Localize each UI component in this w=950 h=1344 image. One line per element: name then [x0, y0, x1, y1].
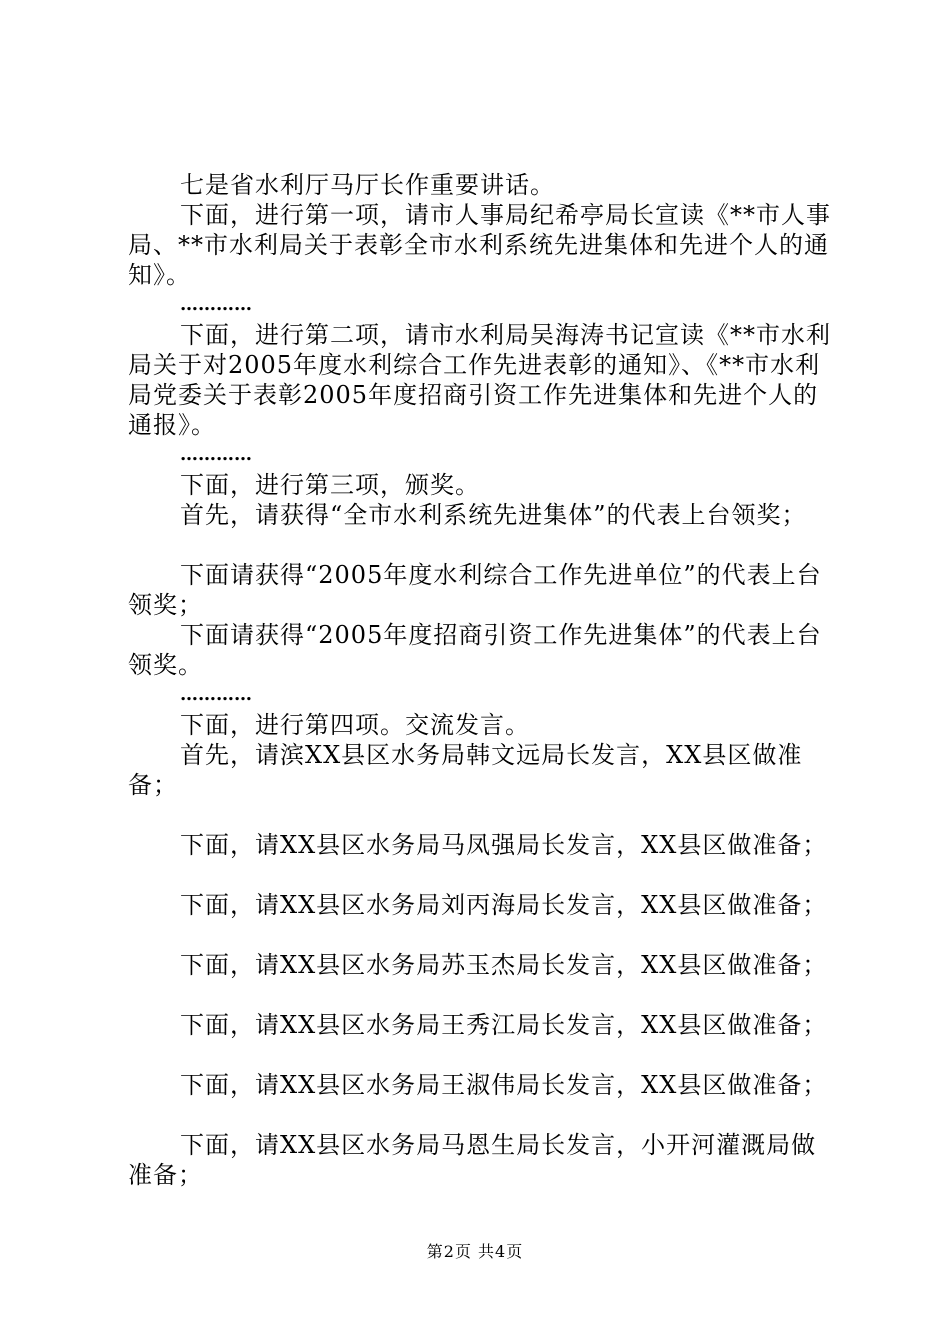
paragraph: 下面，进行第三项，颁奖。 [180, 471, 480, 499]
paragraph: 下面，进行第一项，请市人事局纪希亭局长宣读《**市人事局、**市水利局关于表彰全市水利系统先进集体和先进个人的通知》。 [128, 201, 831, 289]
paragraph: 下面，请XX县区水务局刘丙海局长发言，XX县区做准备； [180, 891, 828, 919]
paragraph: 下面请获得“2005年度招商引资工作先进集体”的代表上台领奖。 [128, 621, 822, 679]
ellipsis-separator: ………… [180, 294, 252, 315]
spacer [128, 980, 840, 1010]
paragraph: 首先，请滨XX县区水务局韩文远局长发言，XX县区做准备； [128, 741, 803, 799]
ellipsis-separator: ………… [180, 444, 252, 465]
spacer [128, 800, 840, 830]
page-number-footer: 第2页 共4页 [426, 1242, 524, 1261]
paragraph: 下面请获得“2005年度水利综合工作先进单位”的代表上台领奖； [128, 561, 822, 619]
paragraph: 下面，请XX县区水务局王淑伟局长发言，XX县区做准备； [180, 1071, 828, 1099]
ellipsis-separator: ………… [180, 684, 252, 705]
spacer [128, 860, 840, 890]
paragraph: 首先，请获得“全市水利系统先进集体”的代表上台领奖； [180, 501, 807, 529]
spacer [128, 530, 840, 560]
paragraph: 下面，请XX县区水务局苏玉杰局长发言，XX县区做准备； [180, 951, 828, 979]
spacer [128, 1040, 840, 1070]
paragraph: 下面，进行第二项，请市水利局吴海涛书记宣读《**市水利局关于对2005年度水利综合工作先进表彰的通知》、《**市水利局党委关于表彰2005年度招商引资工作先进集体和先进个人的通报》。 [128, 321, 831, 439]
paragraph: 下面，请XX县区水务局王秀江局长发言，XX县区做准备； [180, 1011, 828, 1039]
spacer [128, 920, 840, 950]
paragraph: 下面，请XX县区水务局马凤强局长发言，XX县区做准备； [180, 831, 828, 859]
spacer [128, 1100, 840, 1130]
paragraph: 下面，请XX县区水务局马恩生局长发言，小开河灌溉局做准备； [128, 1131, 817, 1189]
paragraph: 七是省水利厅马厅长作重要讲话。 [180, 171, 555, 199]
paragraph: 下面，进行第四项。交流发言。 [180, 711, 530, 739]
document-body [128, 170, 840, 1190]
